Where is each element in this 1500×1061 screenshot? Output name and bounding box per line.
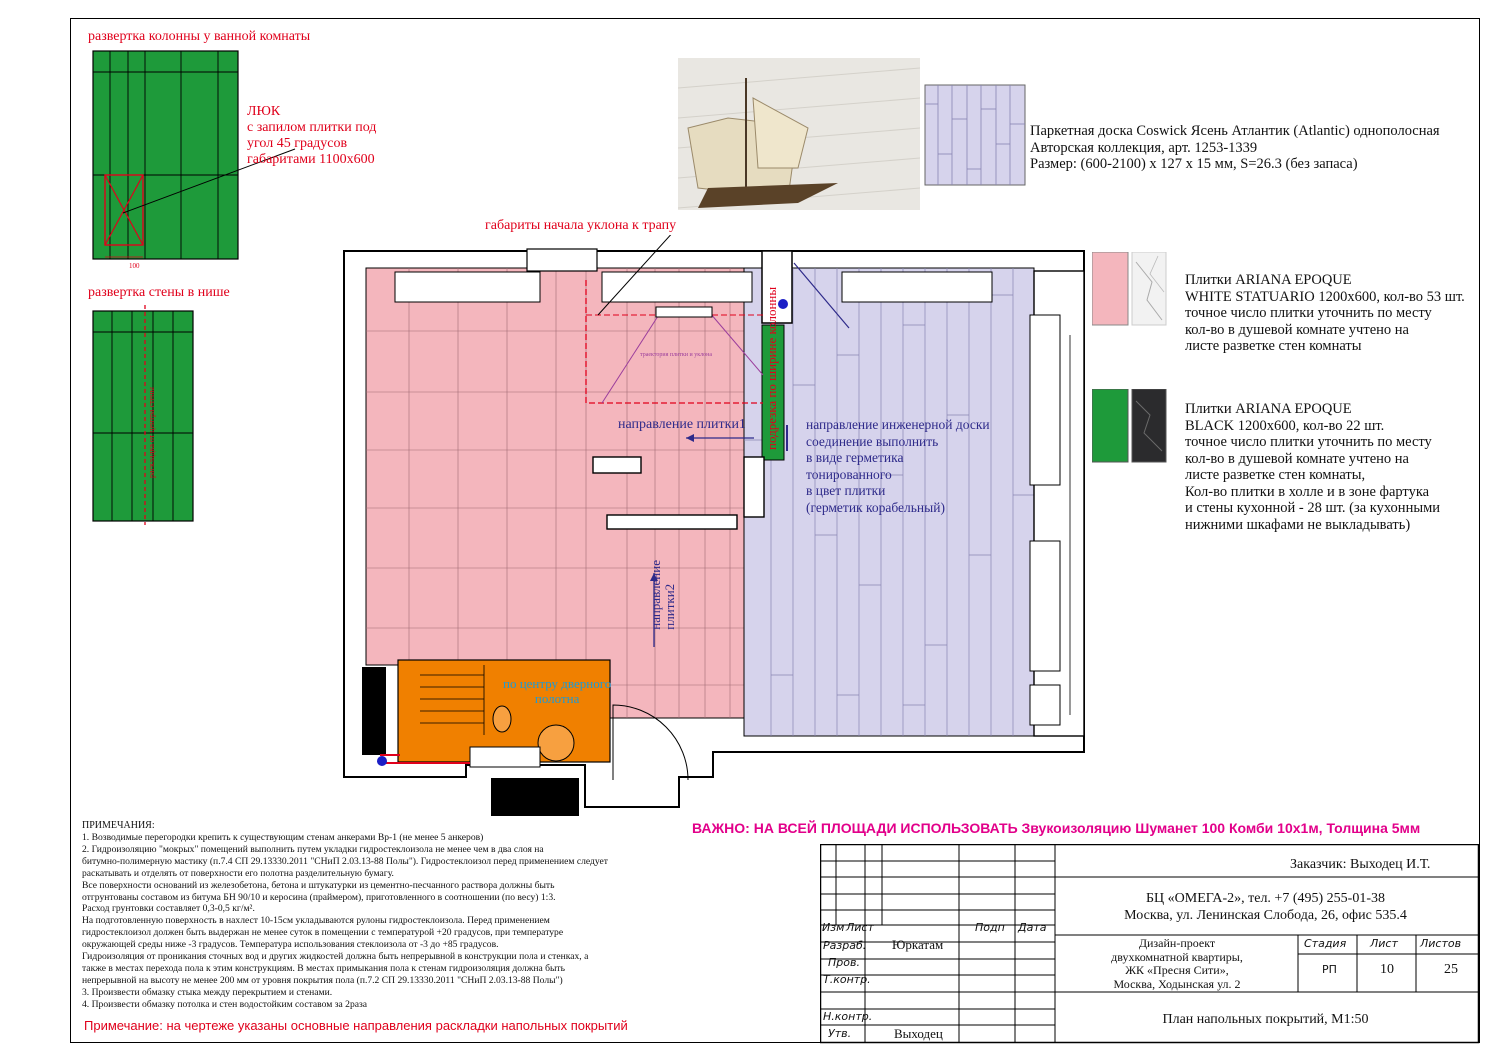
row-razrab: Разраб. — [823, 939, 867, 952]
niche-wall-sketch — [85, 305, 205, 525]
tile-trajectory-label: траектория плитки и уклона — [640, 352, 713, 358]
col-izm: Изм — [822, 921, 845, 934]
sheets-value: 25 — [1444, 962, 1458, 977]
customer-label: Заказчик: Выходец И.Т. — [1290, 857, 1431, 872]
project-description: Дизайн-проект двухкомнатной квартиры, ЖК «Пресня Сити», Москва, Ходынская ул. 2 — [1111, 936, 1243, 991]
col-data: Дата — [1018, 921, 1047, 934]
floor-plan — [330, 235, 1090, 825]
office-line-1: БЦ «ОМЕГА-2», тел. +7 (495) 255-01-38 — [1146, 891, 1385, 906]
parquet-photo — [678, 58, 920, 210]
row-prov: Пров. — [828, 956, 860, 969]
col-podp: Подп — [975, 921, 1005, 934]
white-tile-swatch — [1092, 252, 1172, 326]
niche-center-label: раскладка от центра стены — [147, 387, 156, 478]
row-nkontr: Н.контр. — [823, 1010, 873, 1023]
tile-direction-2-label: направление плитки2 — [648, 560, 677, 630]
parquet-swatch — [924, 84, 1026, 186]
sheet-value: 10 — [1380, 962, 1394, 977]
slope-limits-label: габариты начала уклона к трапу — [485, 218, 677, 233]
black-tile-swatch — [1092, 389, 1172, 463]
black-tile-description: Плитки ARIANA EPOQUE BLACK 1200x600, кол-во 22 шт. точное число плитки уточнить по месту кол-во в душевой комнате учтено на листе разветке стен комнаты, Кол-во плитки в холле и в зоне фартука и стены кухонной - 28 шт. (за кухонными нижними шкафами не выкладывать) — [1185, 401, 1441, 533]
tile-direction-1-label: направление плитки1 — [618, 417, 746, 432]
office-line-2: Москва, ул. Ленинская Слобода, 26, офис 535.4 — [1124, 908, 1407, 923]
niche-wall-title: развертка стены в нише — [88, 285, 230, 300]
notes-heading: ПРИМЕЧАНИЯ: — [82, 820, 155, 831]
hatch-dimension: 100 — [129, 262, 140, 270]
hatch-note: ЛЮК с запилом плитки под угол 45 градусов габаритами 1100х600 — [247, 104, 377, 167]
parquet-description: Паркетная доска Coswick Ясень Атлантик (Atlantic) однополосная Авторская коллекция, арт. 1253-1339 Размер: (600-2100) x 127 x 15 мм, S=26.3 (без запаса) — [1030, 123, 1440, 172]
approver-name: Выходец — [894, 1026, 943, 1041]
door-center-label: по центру дверного полотна — [503, 676, 612, 706]
col-list: Лист — [846, 921, 874, 934]
sheet-label: Лист — [1370, 937, 1398, 950]
stage-value: РП — [1322, 963, 1337, 976]
row-utv: Утв. — [828, 1027, 852, 1040]
row-tkontr: Т.контр. — [823, 973, 871, 986]
notes-body: 1. Возводимые перегородки крепить к существующим стенам анкерами Вр-1 (не менее 5 анкеров) 2. Гидроизоляцию "мокрых" помещений выполнить путем укладки гидростеклоизола не менее чем в два слоя на битумно-полимерную мастику (п.7.4 СП 29.13330.2011 "СНиП 2.03.13-88 Полы"). Гидростеклоизол перед применением следует раскатывать и отделять от поверхности его полотна разделительную бумагу. Все поверхности оснований из железобетона, бетона и штукатурки из цементно-песчанного раствора должны быть отгрунтованы составом из битума БН 90/10 и керосина (праймером), приготовленного в соотношении (по весу) 1:3. Расход грунтовки составляет 0,3-0,5 кг/м². На подготовленную поверхность в нахлест 10-15см укладываются рулоны гидростеклоизола. Перед применением гидростеклоизол должен быть выдержан не менее суток в помещении с температурой +20 градусов, при температуре окружающей среды ниже -3 градусов. Температура использования стеклоизола от -3 до +85 градусов. Гидроизоляция от проникания сточных вод и других жидкостей должна быть непрерывной в конструкции пола и стенках, а также в местах перехода пола к этим конструкциям. В местах примыкания пола к стенам гидроизоляция должна быть непрерывной на высоту не менее 200 мм от уровня покрытия пола (п.7.2 СП 29.13330.2011 "СНиП 2.03.13-88 Полы") 3. Произвести обмазку стыка между перекрытием и стенами. 4. Произвести обмазку потолка и стен водостойким составом за 2раза — [82, 832, 608, 1010]
white-tile-description: Плитки ARIANA EPOQUE WHITE STATUARIO 1200x600, кол-во 53 шт. точное число плитки уточнить по месту кол-во в душевой комнате учтено на листе разветке стен комнаты — [1185, 272, 1465, 354]
notes-footer: Примечание: на чертеже указаны основные направления раскладки напольных покрытий — [84, 1018, 628, 1033]
sheets-label: Листов — [1420, 937, 1462, 950]
stage-label: Стадия — [1304, 937, 1347, 950]
trim-column-label: подрезка по ширине колонны — [764, 286, 779, 450]
important-banner: ВАЖНО: НА ВСЕЙ ПЛОЩАДИ ИСПОЛЬЗОВАТЬ Звукоизоляцию Шуманет 100 Комби 10х1м, Толщина 5мм — [692, 820, 1421, 836]
board-direction-note: направление инженерной доски соединение выполнить в виде герметика тонированного в цвет плитки (герметик корабельный) — [806, 417, 990, 515]
sheet-title: План напольных покрытий, М1:50 — [1162, 1012, 1369, 1027]
developer-name: Юркатам — [892, 937, 944, 952]
column-unfold-title: развертка колонны у ванной комнаты — [88, 29, 311, 44]
